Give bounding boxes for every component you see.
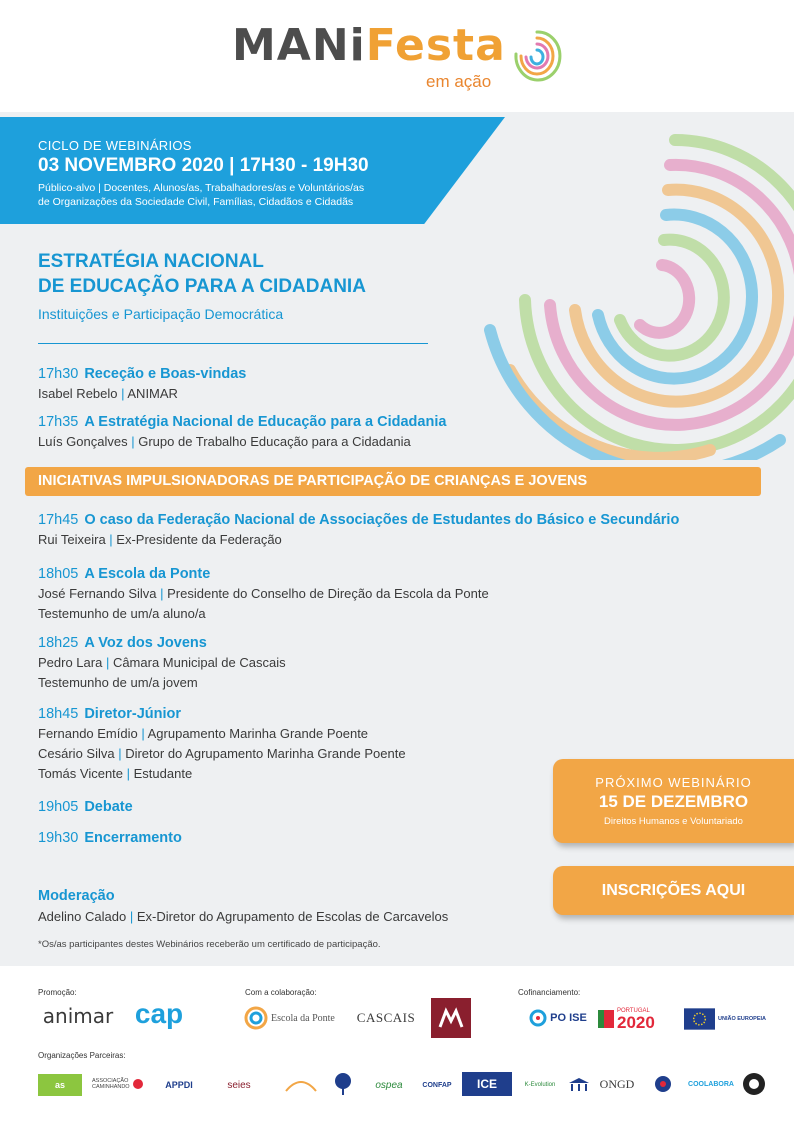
logo-subtitle: em ação xyxy=(426,72,492,91)
program-time: 18h25 xyxy=(38,635,79,651)
program-item xyxy=(38,633,286,693)
program-speaker: Fernando Emídio | Agrupamento Marinha Grande Poente xyxy=(38,726,369,741)
program-title: Debate xyxy=(84,799,133,815)
partner-ospea-logo: ospea xyxy=(375,1079,403,1091)
escola-da-ponte-logo: Escola da Ponte xyxy=(244,1006,348,1030)
program-speaker: Cesário Silva | Diretor do Agrupamento Marinha Grande Poente xyxy=(38,746,406,761)
animar-logo: animar xyxy=(42,1004,114,1028)
partner-unesco-logo xyxy=(566,1072,592,1098)
event-title: ESTRATÉGIA NACIONAL DE EDUCAÇÃO PARA A CIDADANIA xyxy=(38,251,366,297)
marinha-grande-logo xyxy=(431,998,471,1038)
partner-seies-logo: seies xyxy=(227,1079,251,1091)
program-time: 19h30 xyxy=(38,830,79,846)
series-label: CICLO DE WEBINÁRIOS xyxy=(38,138,192,153)
fingerprint-swirl-decoration xyxy=(480,120,794,460)
signup-button[interactable]: INSCRIÇÕES AQUI xyxy=(553,866,794,915)
program-item-header xyxy=(38,412,446,432)
event-subtitle: Instituições e Participação Democrática xyxy=(38,306,284,322)
funding-label: Cofinanciamento: xyxy=(518,988,581,997)
program-item-header xyxy=(38,704,406,724)
event-date: 03 NOVEMBRO 2020 | 17H30 - 19H30 xyxy=(38,155,369,176)
program-item xyxy=(38,828,182,848)
program-speaker: Pedro Lara | Câmara Municipal de Cascais xyxy=(38,655,286,670)
marinha-grande-icon xyxy=(438,1007,464,1029)
portugal-2020-logo: PORTUGAL 2020 xyxy=(598,1004,678,1034)
partner-coolabora-logo: COOLABORA xyxy=(688,1080,734,1088)
caminhando-icon xyxy=(132,1078,144,1090)
manifesta-logo xyxy=(232,22,572,102)
partner-appdi-logo: APPDI xyxy=(165,1080,193,1090)
program-item xyxy=(38,704,406,784)
sponsors-footer xyxy=(0,966,794,1122)
program-title: A Escola da Ponte xyxy=(84,566,211,582)
next-webinar-date: 15 DE DEZEMBRO xyxy=(598,792,749,811)
partner-evolution-logo: K-Evolution xyxy=(524,1082,556,1088)
partner-caminhando-logo: ASSOCIAÇÃO CAMINHANDO xyxy=(92,1072,146,1096)
cascais-logo: CASCAIS xyxy=(356,1010,416,1025)
program-speaker: Luís Gonçalves | Grupo de Trabalho Educação para a Cidadania xyxy=(38,434,411,449)
program-time: 18h45 xyxy=(38,706,79,722)
program-speaker: Testemunho de um/a aluno/a xyxy=(38,606,206,621)
program-speaker: Isabel Rebelo | ANIMAR xyxy=(38,386,178,401)
program-item-header xyxy=(38,364,246,384)
partner-logo-1: as xyxy=(38,1074,82,1096)
program-title: Encerramento xyxy=(84,830,182,846)
promotion-label: Promoção: xyxy=(38,988,77,997)
target-audience: Público-alvo | Docentes, Alunos/as, Trabalhadores/as e Voluntários/as de Organizações da Sociedade Civil, Famílias, Cidadãos e Cidadãs xyxy=(38,182,365,208)
program-title: A Estratégia Nacional de Educação para a Cidadania xyxy=(84,414,447,430)
escola-da-ponte-icon xyxy=(244,1006,268,1030)
next-webinar-box xyxy=(553,759,794,843)
certificate-footnote: *Os/as participantes destes Webinários receberão um certificado de participação. xyxy=(38,939,381,950)
program-speaker: Tomás Vicente | Estudante xyxy=(38,766,193,781)
program-item-header xyxy=(38,633,286,653)
portugal-flag-icon xyxy=(598,1010,614,1028)
unesco-icon xyxy=(568,1077,590,1093)
program-item-header xyxy=(38,828,182,848)
next-webinar-label: PRÓXIMO WEBINÁRIO xyxy=(595,775,752,790)
moderation-heading: Moderação xyxy=(38,888,115,904)
program-title: Diretor-Júnior xyxy=(84,706,181,722)
program-item-header xyxy=(38,564,489,584)
moderation-line: Adelino Calado | Ex-Diretor do Agrupamento de Escolas de Carcavelos xyxy=(38,909,449,924)
program-title: Receção e Boas-vindas xyxy=(84,366,247,382)
next-webinar-topic: Direitos Humanos e Voluntariado xyxy=(604,816,743,827)
program-item-header xyxy=(38,510,679,530)
program-time: 17h35 xyxy=(38,414,79,430)
partner-logo-5 xyxy=(282,1074,320,1096)
program-item xyxy=(38,564,489,624)
program-time: 17h45 xyxy=(38,512,79,528)
fingerprint-icon xyxy=(510,24,564,90)
logo-wordmark: MANiFesta xyxy=(232,20,506,71)
collaboration-label: Com a colaboração: xyxy=(245,988,317,997)
program-time: 17h30 xyxy=(38,366,79,382)
program-speaker: Testemunho de um/a jovem xyxy=(38,675,198,690)
program-title: O caso da Federação Nacional de Associações de Estudantes do Básico e Secundário xyxy=(84,512,680,528)
program-speaker: Rui Teixeira | Ex-Presidente da Federação xyxy=(38,532,282,547)
partner-tree-logo xyxy=(328,1070,358,1098)
title-divider xyxy=(38,343,428,344)
partner-ice-logo: ICE xyxy=(462,1072,512,1096)
partner-confap-logo: CONFAP xyxy=(422,1081,452,1089)
tree-icon xyxy=(332,1072,354,1096)
eu-flag-icon xyxy=(684,1008,715,1030)
poise-logo: PO ISE xyxy=(525,1006,591,1030)
partner-logo-15 xyxy=(740,1070,768,1098)
program-item xyxy=(38,364,246,404)
cap-logo: cap xyxy=(134,998,184,1029)
program-speaker: José Fernando Silva | Presidente do Conselho de Direção da Escola da Ponte xyxy=(38,586,489,601)
program-item-header xyxy=(38,797,133,817)
program-time: 19h05 xyxy=(38,799,79,815)
program-item xyxy=(38,797,133,817)
eu-logo: UNIÃO EUROPEIA xyxy=(684,1008,766,1030)
program-title: A Voz dos Jovens xyxy=(84,635,207,651)
section-bar-title: INICIATIVAS IMPULSIONADORAS DE PARTICIPAÇÃO DE CRIANÇAS E JOVENS xyxy=(38,473,588,489)
program-item xyxy=(38,510,679,550)
partner-ongd-logo: ONGD xyxy=(599,1076,635,1091)
partners-label: Organizações Parceiras: xyxy=(38,1051,126,1060)
partner-logo-13 xyxy=(648,1070,678,1098)
program-time: 18h05 xyxy=(38,566,79,582)
program-item xyxy=(38,412,446,452)
poise-icon xyxy=(529,1009,547,1027)
